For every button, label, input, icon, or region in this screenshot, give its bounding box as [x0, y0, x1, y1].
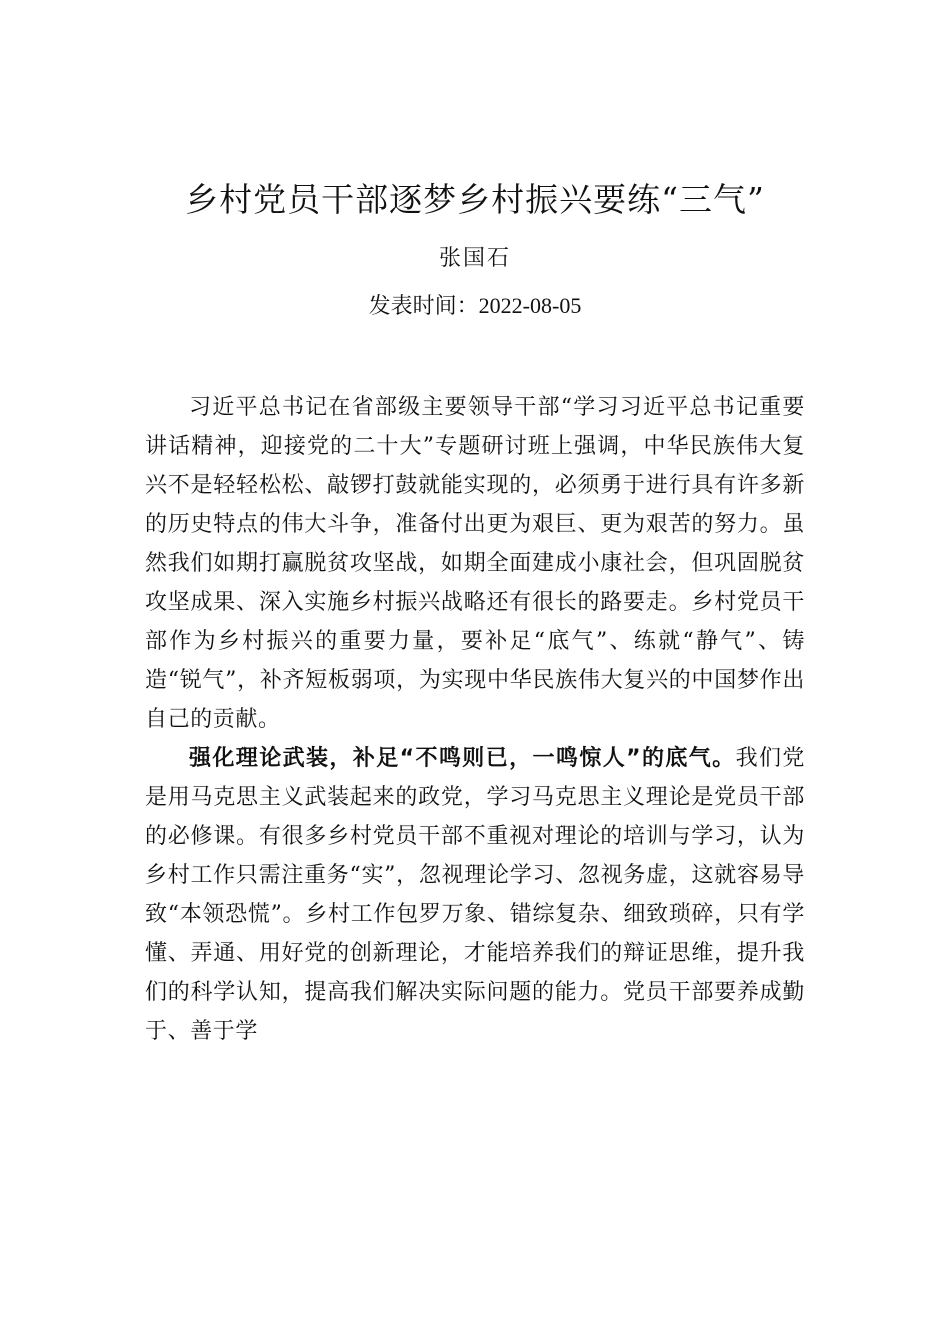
- section-heading: 强化理论武装，补足“不鸣则已，一鸣惊人”的底气。: [189, 746, 736, 771]
- article-title: 乡村党员干部逐梦乡村振兴要练“三气”: [185, 180, 765, 219]
- article-author: 张国石: [438, 246, 511, 271]
- publish-date-value: 2022-08-05: [478, 293, 582, 318]
- paragraph-theory: [145, 739, 805, 1051]
- publish-date-label: 发表时间：: [368, 294, 479, 319]
- paragraph-intro: 习近平总书记在省部级主要领导干部“学习习近平总书记重要讲话精神，迎接党的二十大”专题研讨班上强调，中华民族伟大复兴不是轻轻松松、敲锣打鼓就能实现的，必须勇于进行具有许多新的历史特点的伟大斗争，准备付出更为艰巨、更为艰苦的努力。虽然我们如期打赢脱贫攻坚战，如期全面建成小康社会，但巩固脱贫攻坚成果、深入实施乡村振兴战略还有很长的路要走。乡村党员干部作为乡村振兴的重要力量，要补足“底气”、练就“静气”、铸造“锐气”，补齐短板弱项，为实现中华民族伟大复兴的中国梦作出自己的贡献。: [145, 395, 805, 732]
- article-body: [145, 388, 805, 1051]
- paragraph-theory-text: 我们党是用马克思主义武装起来的政党，学习马克思主义理论是党员干部的必修课。有很多乡村党员干部不重视对理论的培训与学习，认为乡村工作只需注重务“实”，忽视理论学习、忽视务虚，这就容易导致“本领恐慌”。乡村工作包罗万象、错综复杂、细致琐碎，只有学懂、弄通、用好党的创新理论，才能培养我们的辩证思维，提升我们的科学认知，提高我们解决实际问题的能力。党员干部要养成勤于、善于学: [145, 746, 805, 1044]
- publish-date: [100, 290, 850, 323]
